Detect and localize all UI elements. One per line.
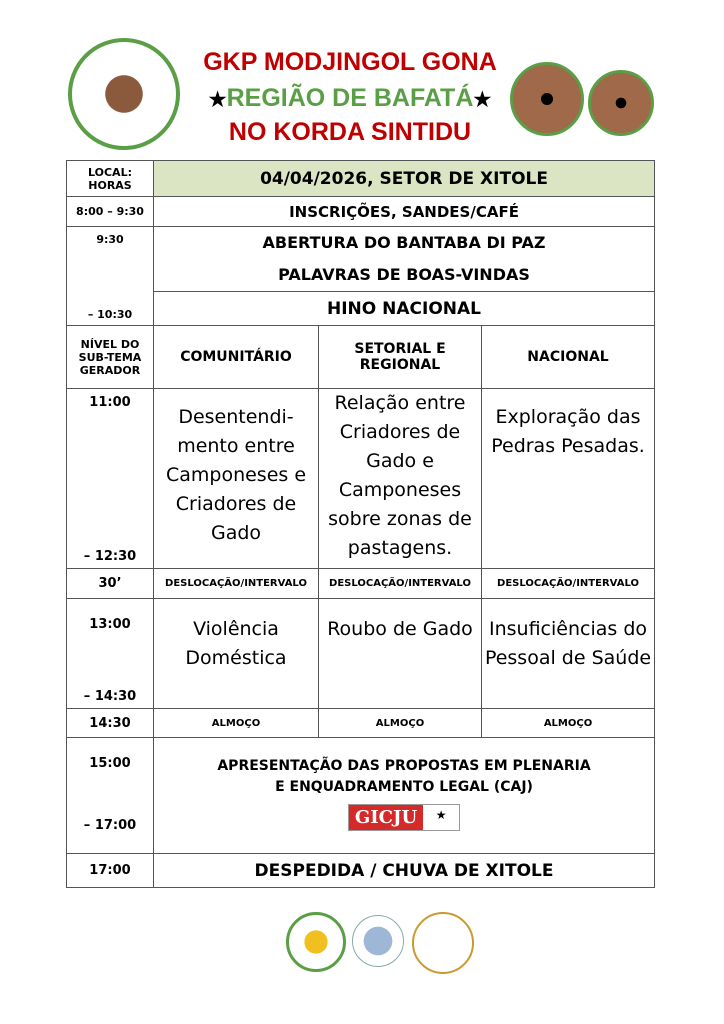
title-line-2: ★REGIÃO DE BAFATÁ★ bbox=[208, 84, 492, 112]
level-national: NACIONAL bbox=[482, 326, 655, 389]
topic: Exploração das Pedras Pesadas. bbox=[482, 389, 655, 569]
title-line-3: NO KORDA SINTIDU bbox=[228, 118, 472, 146]
plenary: APRESENTAÇÃO DAS PROPOSTAS EM PLENARIA E ENQUADRAMENTO LEGAL (CAJ) GICJU ★ bbox=[154, 738, 655, 854]
time: 17:00 bbox=[67, 854, 154, 888]
time: 13:00 – 14:30 bbox=[67, 599, 154, 709]
time: 14:30 bbox=[67, 709, 154, 738]
level-regional: SETORIAL E REGIONAL bbox=[319, 326, 482, 389]
voz-di-paz-logo bbox=[412, 912, 474, 974]
lunch: ALMOÇO bbox=[319, 709, 482, 738]
break: DESLOCAÇÃO/INTERVALO bbox=[319, 569, 482, 599]
farewell: DESPEDIDA / CHUVA DE XITOLE bbox=[154, 854, 655, 888]
time: 11:00 – 12:30 bbox=[67, 389, 154, 569]
break: DESLOCAÇÃO/INTERVALO bbox=[154, 569, 319, 599]
modjingol-gona-logo bbox=[510, 62, 584, 136]
forum-de-paz-logo bbox=[588, 70, 654, 136]
topic: Insuficiências do Pessoal de Saúde bbox=[482, 599, 655, 709]
title-line-1: GKP MODJINGOL GONA bbox=[203, 48, 497, 76]
level-label: NÍVEL DO SUB-TEMA GERADOR bbox=[67, 326, 154, 389]
time: 30’ bbox=[67, 569, 154, 599]
registration: INSCRIÇÕES, SANDES/CAFÉ bbox=[154, 197, 655, 227]
opening: ABERTURA DO BANTABA DI PAZ PALAVRAS DE BOAS-VINDAS bbox=[154, 227, 655, 292]
program-table bbox=[66, 160, 655, 888]
level-community: COMUNITÁRIO bbox=[154, 326, 319, 389]
topic: Desentendi-mento entre Camponeses e Criadores de Gado bbox=[154, 389, 319, 569]
topic: Relação entre Criadores de Gado e Camponeses sobre zonas de pastagens. bbox=[319, 389, 482, 569]
topic: Violência Doméstica bbox=[154, 599, 319, 709]
break: DESLOCAÇÃO/INTERVALO bbox=[482, 569, 655, 599]
topic: Roubo de Gado bbox=[319, 599, 482, 709]
lunch: ALMOÇO bbox=[154, 709, 319, 738]
time: 9:30 – 10:30 bbox=[67, 227, 154, 326]
wanep-logo bbox=[352, 915, 404, 967]
local-label: LOCAL: HORAS bbox=[67, 161, 154, 197]
time: 8:00 – 9:30 bbox=[67, 197, 154, 227]
date-location: 04/04/2026, SETOR DE XITOLE bbox=[154, 161, 655, 197]
national-anthem: HINO NACIONAL bbox=[154, 292, 655, 326]
lunch: ALMOÇO bbox=[482, 709, 655, 738]
forum-de-paz-footer-logo bbox=[286, 912, 346, 972]
gicju-logo: GICJU ★ bbox=[348, 804, 460, 831]
time: 15:00 – 17:00 bbox=[67, 738, 154, 854]
